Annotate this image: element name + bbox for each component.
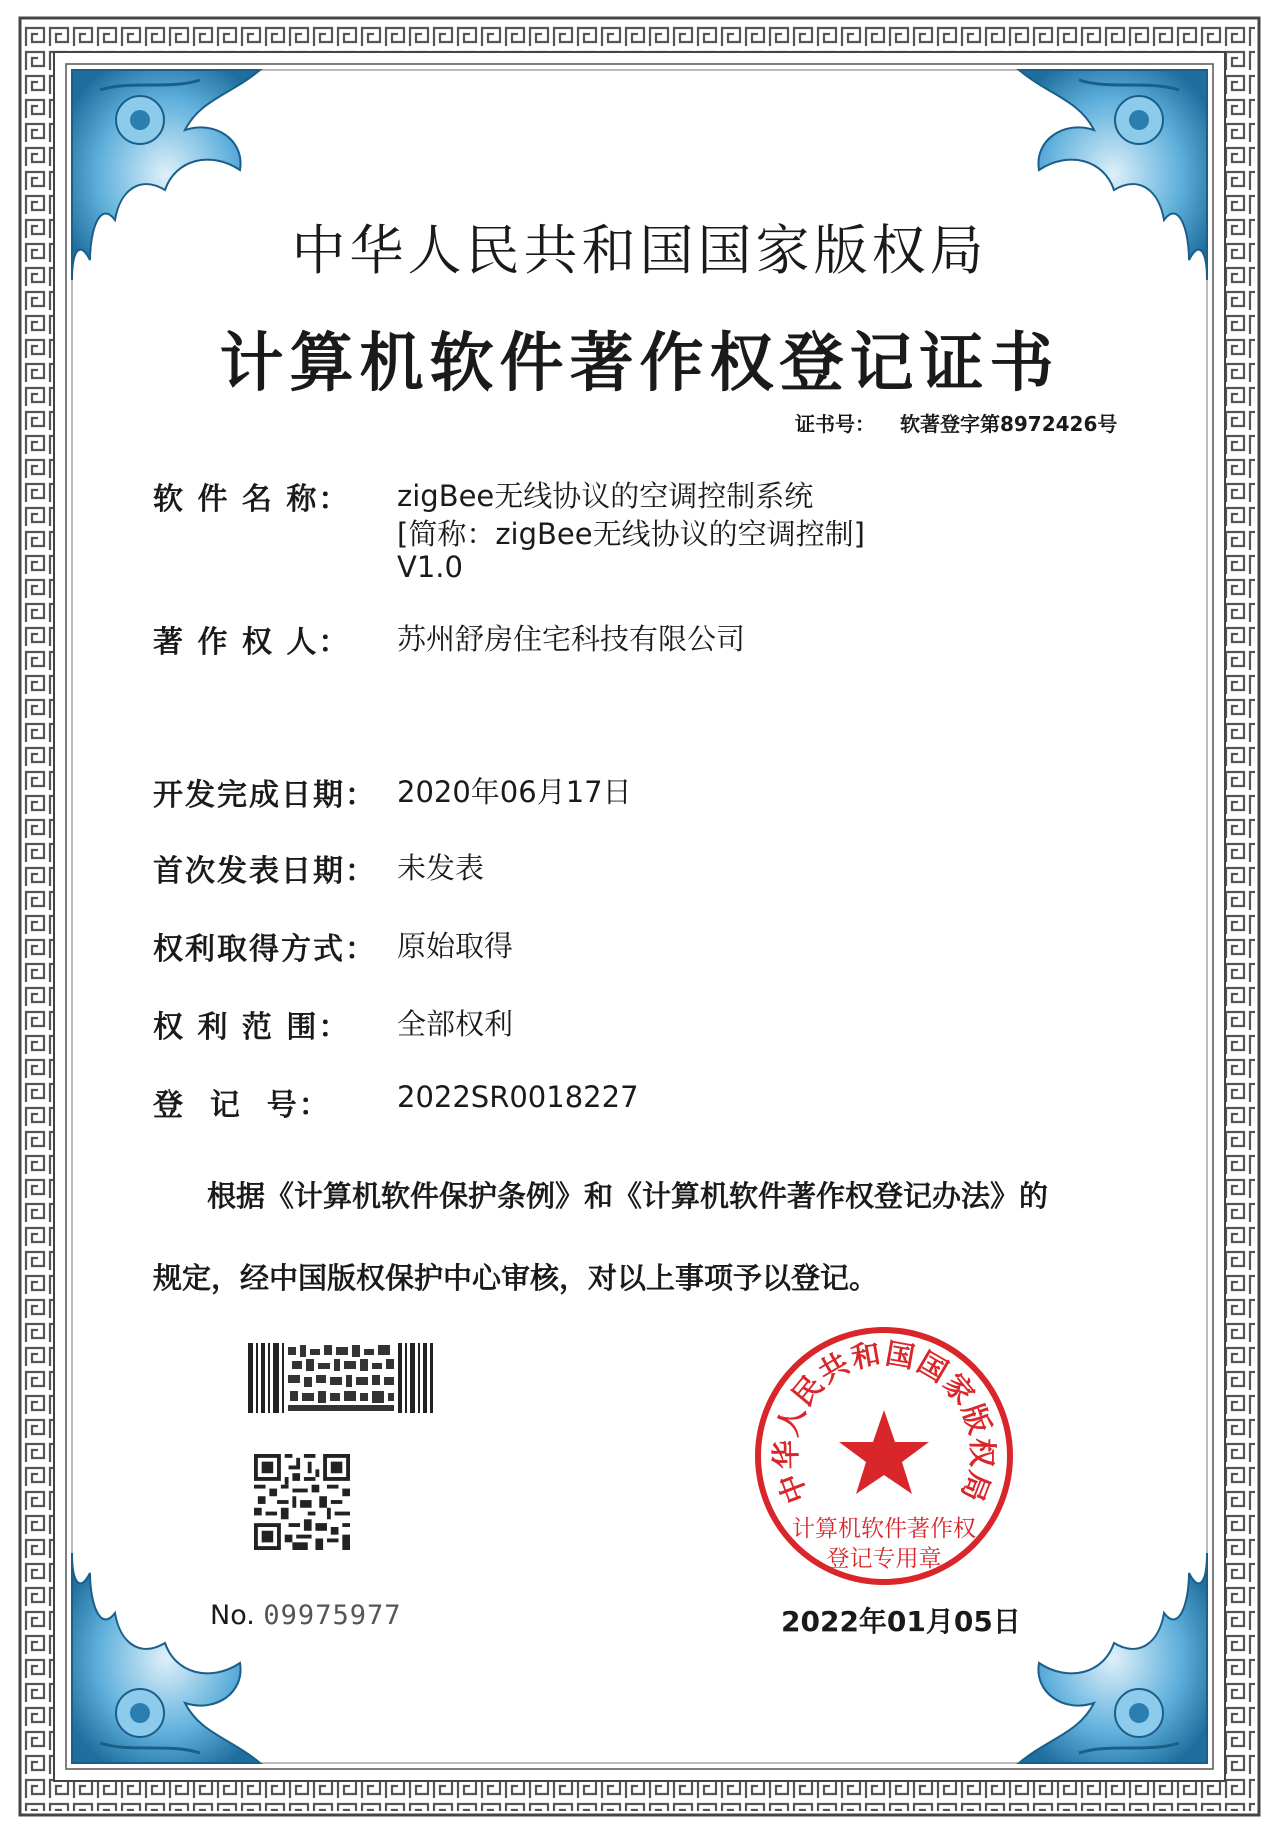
field-label-copyright-owner: 著 作 权 人：	[153, 625, 351, 660]
statement-line-1: 根据《计算机软件保护条例》和《计算机软件著作权登记办法》的	[207, 1179, 1049, 1213]
certificate-number-label: 证书号：	[795, 412, 875, 436]
field-value-first-publication-date: 未发表	[397, 851, 485, 885]
field-label-software-name: 软 件 名 称：	[153, 482, 351, 517]
field-value-software-name-line1: zigBee无线协议的空调控制系统	[397, 479, 814, 513]
field-label-acquisition-method: 权利取得方式：	[153, 932, 377, 967]
serial-value: 09975977	[263, 1600, 402, 1631]
field-value-completion-date: 2020年06月17日	[397, 775, 632, 809]
seal-line-2: 登记专用章	[826, 1546, 942, 1572]
field-label-registration-number: 登 记 号：	[153, 1088, 331, 1123]
field-value-registration-number: 2022SR0018227	[397, 1080, 639, 1114]
field-value-scope-of-rights: 全部权利	[397, 1007, 514, 1041]
field-value-software-name-line2: [简称：zigBee无线协议的空调控制]	[397, 517, 865, 551]
field-label-scope-of-rights: 权 利 范 围：	[153, 1010, 351, 1045]
field-value-copyright-owner: 苏州舒房住宅科技有限公司	[397, 622, 746, 656]
seal-star-icon	[839, 1410, 929, 1494]
barcode-image	[248, 1343, 434, 1413]
corner-ornament-bottom-left	[72, 1553, 260, 1763]
serial-prefix: No.	[210, 1600, 255, 1631]
seal-arc-text: 中华人民共和国国家版权局	[768, 1336, 1000, 1509]
certificate-number	[795, 408, 1117, 437]
certificate-number-value: 软著登字第8972426号	[899, 412, 1118, 436]
official-red-seal	[752, 1324, 1016, 1588]
corner-ornament-bottom-right	[1019, 1553, 1207, 1763]
certificate-title: 计算机软件著作权登记证书	[219, 326, 1060, 401]
qr-code-image	[254, 1454, 350, 1550]
issue-date: 2022年01月05日	[781, 1605, 1021, 1638]
field-value-acquisition-method: 原始取得	[397, 929, 514, 963]
statement-line-2: 规定，经中国版权保护中心审核，对以上事项予以登记。	[153, 1261, 879, 1295]
field-value-software-version: V1.0	[397, 550, 463, 584]
field-label-first-publication-date: 首次发表日期：	[153, 854, 377, 889]
seal-line-1: 计算机软件著作权	[792, 1516, 976, 1542]
issuing-authority: 中华人民共和国国家版权局	[291, 219, 988, 282]
serial-number	[210, 1600, 401, 1631]
field-label-completion-date: 开发完成日期：	[153, 778, 377, 813]
